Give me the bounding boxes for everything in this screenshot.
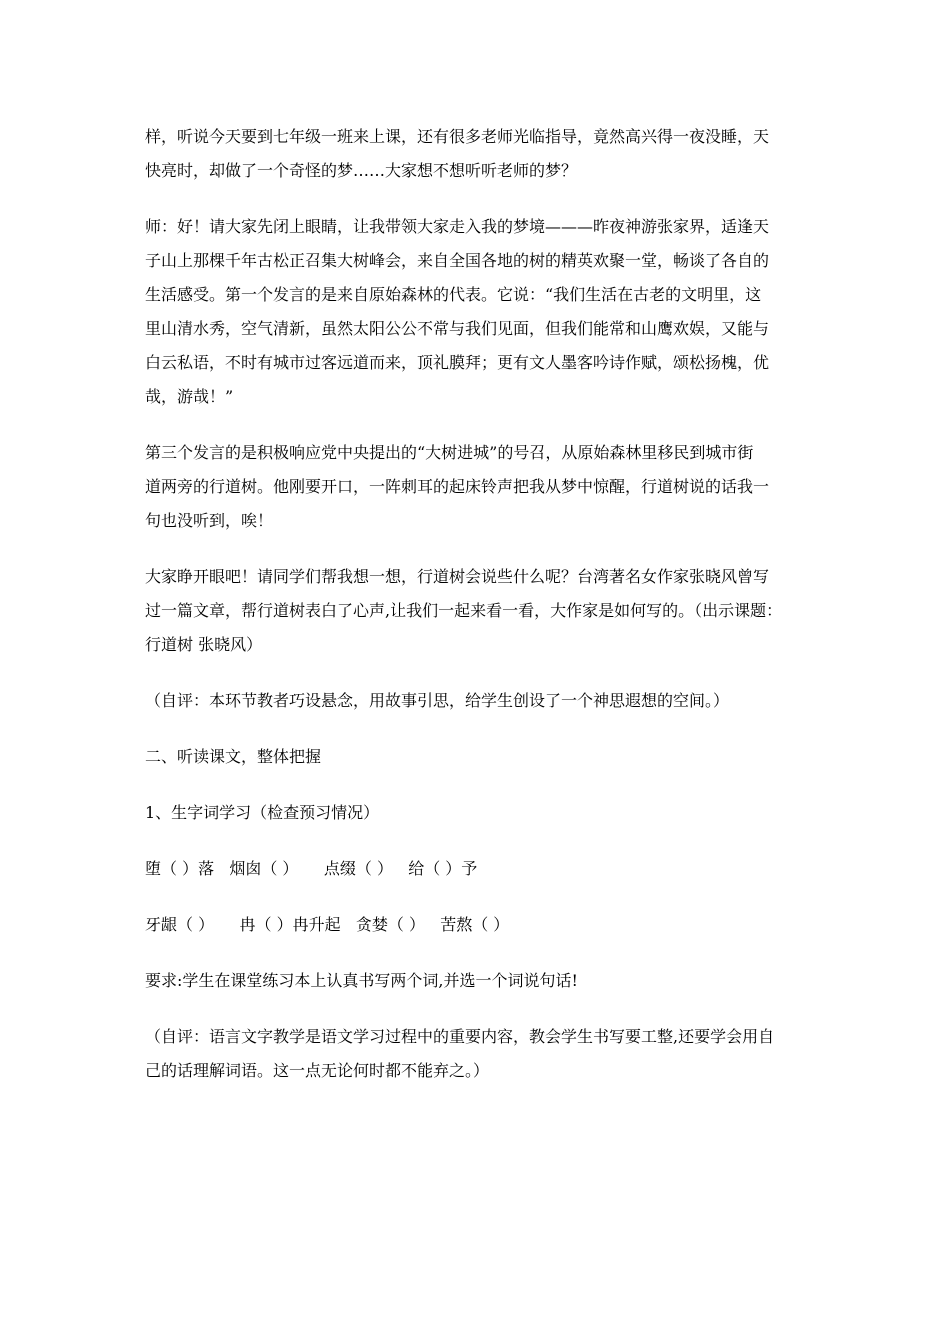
text-line: 白云私语，不时有城市过客远道而来，顶礼膜拜；更有文人墨客吟诗作赋，颂松扬槐，优 [145,353,770,372]
vocabulary-row-2 [145,908,813,942]
paragraph-open-eyes [145,560,813,662]
paragraph-dream-intro [145,120,813,188]
text-line: 堕（ ）落 烟囱（ ） 点缀（ ） 给（ ）予 [145,859,478,878]
text-line: 牙龈（ ） 冉（ ）冉升起 贪婪（ ） 苦熬（ ） [145,915,510,934]
paragraph-self-review-1 [145,684,813,718]
paragraph-requirement [145,964,813,998]
paragraph-third-speaker [145,436,813,538]
text-line: 哉，游哉！” [145,387,234,406]
text-line: 道两旁的行道树。他刚要开口，一阵刺耳的起床铃声把我从梦中惊醒，行道树说的话我一 [145,477,770,496]
text-line: （自评：本环节教者巧设悬念，用故事引思，给学生创设了一个神思遐想的空间。） [145,691,730,710]
subheading-vocabulary [145,796,813,830]
paragraph-self-review-2 [145,1020,813,1088]
text-line: 样，听说今天要到七年级一班来上课，还有很多老师光临指导，竟然高兴得一夜没睡，天 [145,127,770,146]
text-line: 二、听读课文，整体把握 [145,747,322,766]
text-line: 过一篇文章，帮行道树表白了心声,让我们一起来看一看，大作家是如何写的。（出示课题： [145,601,783,620]
text-line: 大家睁开眼吧！请同学们帮我想一想，行道树会说些什么呢？台湾著名女作家张晓风曾写 [145,567,770,586]
text-line: 要求:学生在课堂练习本上认真书写两个词,并选一个词说句话! [145,971,578,990]
document-body [145,120,813,1110]
text-line: 行道树 张晓风） [145,635,263,654]
text-line: 师：好！请大家先闭上眼睛，让我带领大家走入我的梦境———昨夜神游张家界，适逢天 [145,217,770,236]
text-line: 生活感受。第一个发言的是来自原始森林的代表。它说：“我们生活在古老的文明里，这 [145,285,762,304]
text-line: 第三个发言的是积极响应党中央提出的“大树进城”的号召，从原始森林里移民到城市街 [145,443,754,462]
text-line: 1、生字词学习（检查预习情况） [145,803,380,822]
text-line: 快亮时，却做了一个奇怪的梦……大家想不想听听老师的梦？ [145,161,578,180]
text-line: 里山清水秀，空气清新，虽然太阳公公不常与我们见面，但我们能常和山鹰欢娱，又能与 [145,319,770,338]
text-line: 句也没听到，唉！ [145,511,274,530]
text-line: （自评：语言文字教学是语文学习过程中的重要内容，教会学生书写要工整,还要学会用自 [145,1027,775,1046]
text-line: 己的话理解词语。这一点无论何时都不能弃之。） [145,1061,490,1080]
paragraph-teacher-dream [145,210,813,414]
vocabulary-row-1 [145,852,813,886]
text-line: 子山上那棵千年古松正召集大树峰会，来自全国各地的树的精英欢聚一堂，畅谈了各自的 [145,251,770,270]
section-heading-listen-read [145,740,813,774]
